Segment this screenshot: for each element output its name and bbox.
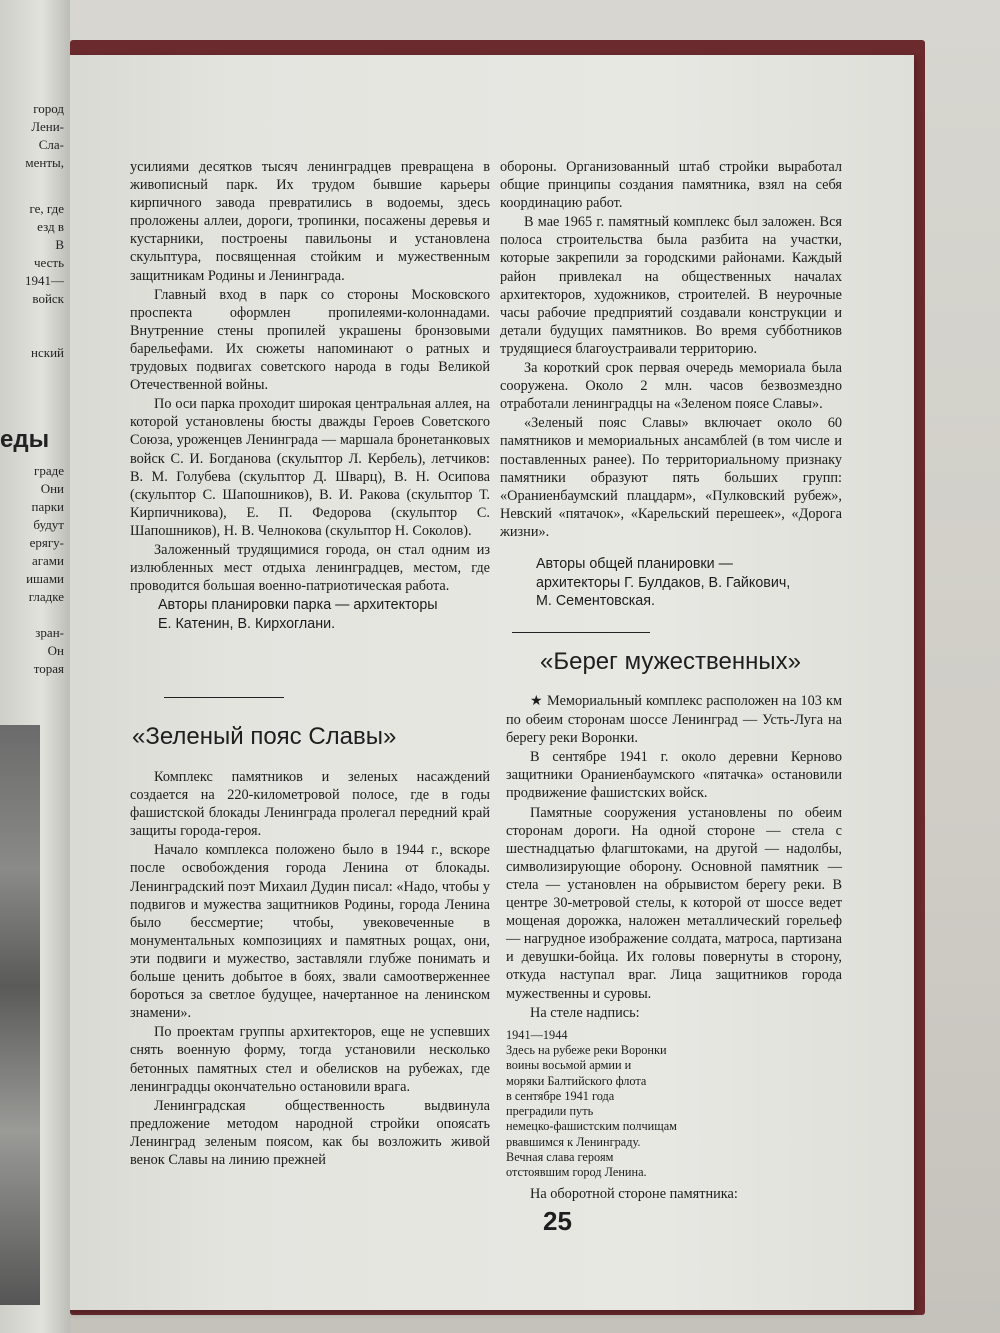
inscription-line: 1941—1944 <box>506 1027 568 1042</box>
paragraph: обороны. Организованный штаб стройки выработал общие принципы создания памятника, взял на себя координацию работ. <box>500 159 842 212</box>
left-page-edge <box>0 0 70 1333</box>
left-page-photo <box>0 725 40 1305</box>
left-page-text-fragment: зран- <box>35 625 64 640</box>
planning-credit <box>536 555 842 611</box>
star-icon: ★ <box>530 694 544 709</box>
section-title-green-belt: «Зеленый пояс Славы» <box>132 723 397 750</box>
inscription-line: Вечная слава героям <box>506 1150 614 1165</box>
credit-line: Е. Катенин, В. Кирхоглани. <box>158 615 336 632</box>
left-page-text-fragment: Он <box>47 643 64 658</box>
credit-line: Авторы планировки парка — архитекторы <box>158 597 438 614</box>
left-page-text-fragment: войск <box>32 291 64 306</box>
paragraph: усилиями десятков тысяч ленинградцев превращена в живописный парк. Их трудом бывшие карьеры кирпичного завода превратились в водоемы, здесь проложены аллеи, дороги, тропинки, посажены деревья и кустарники, построены павильоны и установлена скульптура, посвященная стойким и мужественным защитникам Родины и Ленинграда. <box>130 159 490 284</box>
paragraph: Начало комплекса положено было в 1944 г., вскоре после освобождения города Ленина от блокады. Ленинградский поэт Михаил Дудин писал: «Надо, чтобы у подвигов и мужества защитников Родины, города Ленина было бессмертие; чтобы, увековеченные в монументальных композициях и памятных рощах, они, эти подвиги и мужество, заставляли глубже понимать и больше ценить добытое в боях, звали самоотверженнее бороться за светлое будущее, начертанное на ленинском знамени». <box>130 842 490 1022</box>
park-credit <box>158 596 490 633</box>
right-column-section <box>506 692 842 1204</box>
paragraph: Главный вход в парк со стороны Московского проспекта оформлен пропилеями-колоннадами. Внутренние стены пропилей украшены бронзовыми барельефами. Их сюжеты напоминают о ратных и трудовых подвигах советского народа в годы Великой Отечественной войны. <box>130 286 490 394</box>
section-title-shore: «Берег мужественных» <box>540 648 801 675</box>
credit-line: Авторы общей планировки — <box>536 555 733 572</box>
left-page-text-fragment: торая <box>33 661 64 676</box>
left-page-text-fragment: гладке <box>28 589 64 604</box>
section-divider <box>512 632 650 633</box>
left-page-text-fragment: ге, где <box>29 201 64 216</box>
left-page-text-fragment: градe <box>34 463 64 478</box>
left-page-text-fragment: езд в <box>37 219 64 234</box>
left-page-heading-fragment: еды <box>0 426 50 453</box>
inscription-line: немецко-фашистским полчищам <box>506 1119 677 1134</box>
paragraph: Комплекс памятников и зеленых насаждений создается на 220-километровой полосе, где в годы фашистской блокады Ленинграда пролегал передний край защиты города-героя. <box>130 769 490 840</box>
left-column-section <box>130 768 490 1170</box>
left-page-text-fragment: Лени- <box>31 119 64 134</box>
inscription-line: Здесь на рубеже реки Воронки <box>506 1042 667 1057</box>
left-page-text-fragment: 1941— <box>25 273 64 288</box>
inscription-line: моряки Балтийского флота <box>506 1073 647 1088</box>
paragraph: В сентябре 1941 г. около деревни Керново защитники Ораниенбаумского «пятачка» остановили продвижение фашистских войск. <box>506 749 842 802</box>
left-page-text-fragment: Сла- <box>38 137 64 152</box>
paragraph: На оборотной стороне памятника: <box>530 1185 738 1202</box>
page-number: 25 <box>543 1206 572 1236</box>
inscription-line: в сентябре 1941 года <box>506 1088 615 1103</box>
paragraph: Заложенный трудящимися города, он стал одним из излюбленных мест отдыха ленинградцев, местом, где проводится большая военно-патриотическая работа. <box>130 541 490 595</box>
left-page-text-fragment: ишами <box>26 571 64 586</box>
inscription-line: отстоявшим город Ленина. <box>506 1165 647 1180</box>
left-page-text-fragment: будут <box>33 517 64 532</box>
paragraph: За короткий срок первая очередь мемориала была сооружена. Около 2 млн. часов безвозмездно отработали ленинградцы на «Зеленом поясе Славы». <box>500 360 842 413</box>
inscription-line: рвавшимся к Ленинграду. <box>506 1134 641 1149</box>
left-column <box>130 158 490 633</box>
stele-inscription <box>506 1028 842 1181</box>
left-page-text-fragment: город <box>33 101 64 116</box>
left-page-text-fragment: парки <box>31 499 64 514</box>
paragraph: «Зеленый пояс Славы» включает около 60 памятников и мемориальных ансамблей (в том числе и поставленных ранее). По территориальному признаку памятники образуют пять больших групп: «Ораниенбаумский плацдарм», «Пулковский рубеж», Невский «пятачок», «Карельский перешеек», «Дорога жизни». <box>500 415 842 540</box>
paragraph-text: Мемориальный комплекс расположен на 103 км по обеим сторонам шоссе Ленинград — Усть-Луга на берегу реки Воронки. <box>506 693 842 747</box>
paragraph: По оси парка проходит широкая центральная аллея, на которой установлены бюсты дважды Героев Советского Союза, уроженцев Ленинграда — маршала бронетанковых войск С. И. Богданова (скульптор Л. Кербель), летчиков: В. М. Голубева (скульптор Д. Шварц), В. Н. Осипова (скульптор С. Шапошников), В. И. Ракова (скульптор Т. Кирпичникова), Е. П. Федорова (скульптор С. Шапошников), Н. В. Челнокова (скульптор Н. Соколов). <box>130 396 490 539</box>
left-page-text-fragment: ерягу- <box>29 535 64 550</box>
paragraph: На стеле надпись: <box>530 1004 640 1021</box>
left-page-text-fragment: В <box>55 237 64 252</box>
paragraph: Ленинградская общественность выдвинула предложение методом народной стройки опоясать Ленинград зеленым поясом, как бы возложить живой венок Славы на линию прежней <box>130 1097 490 1168</box>
left-page-text-fragment: нский <box>31 345 64 360</box>
paragraph: Памятные сооружения установлены по обеим сторонам дороги. На одной стороне — стела с шестнадцатью флагштоками, на другой — надолбы, символизирующие оборону. Основной памятник — стела — установлен на обрывистом берегу реки. В центре 30-метровой стелы, к которой от шоссе ведет мощеная дорожка, наложен металлический горельеф — нагрудное изображение солдата, матроса, партизана и девушки-бойца. Их головы повернуты в сторону, откуда наступал враг. Лица защитников города мужественны и суровы. <box>506 804 842 1002</box>
credit-line: архитекторы Г. Булдаков, В. Гайкович, <box>536 574 791 591</box>
paragraph: В мае 1965 г. памятный комплекс был заложен. Вся полоса строительства была разбита на участки, которые закрепили за городскими районами. Каждый район привлекал на общественных началах архитекторов, художников, строителей. В неурочные часы рабочие предприятий создавали конструкции и детали будущих памятников. Во время субботников трудящиеся благоустраивали территорию. <box>500 214 842 357</box>
credit-line: М. Сементовская. <box>536 593 655 610</box>
paragraph: По проектам группы архитекторов, еще не успевших снять военную форму, тогда установили несколько бетонных памятных стел и обелисков на рубежах, где ленинградцы окончательно остановили врага. <box>130 1024 490 1095</box>
section-divider <box>164 697 284 698</box>
left-page-text-fragment: менты, <box>25 155 64 170</box>
left-page-text-fragment: Они <box>40 481 64 496</box>
paragraph <box>506 692 842 747</box>
left-page-text-fragment: честь <box>33 255 64 270</box>
left-page-text-fragment: агами <box>31 553 64 568</box>
inscription-line: воины восьмой армии и <box>506 1058 632 1073</box>
right-column <box>500 158 842 611</box>
inscription-line: преградили путь <box>506 1104 594 1119</box>
